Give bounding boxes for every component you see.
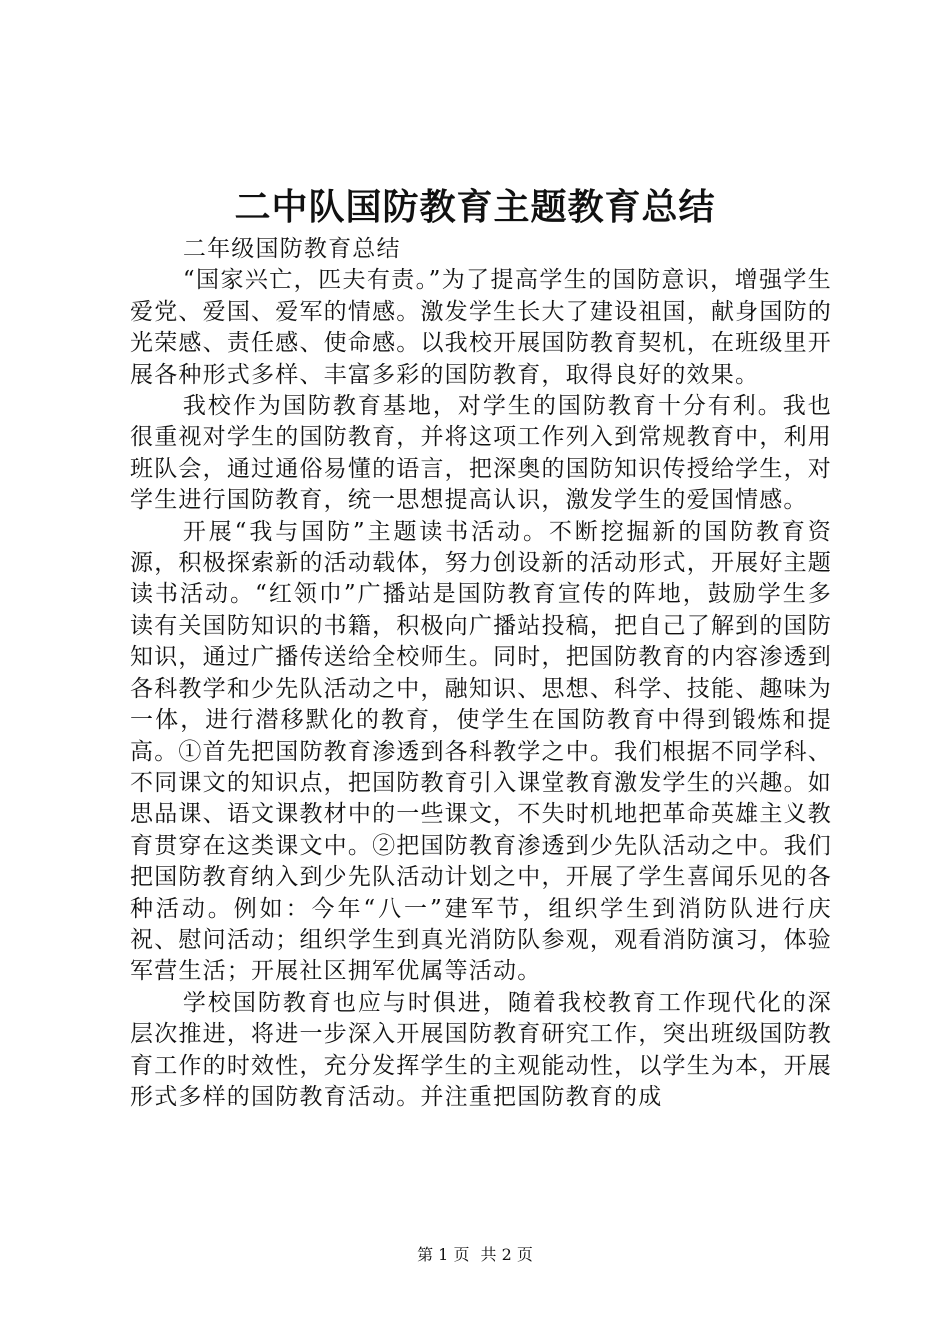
document-body <box>130 234 832 1113</box>
paragraph-school-base: 我校作为国防教育基地，对学生的国防教育十分有利。我也很重视对学生的国防教育，并将这项工作列入到常规教育中，利用班队会，通过通俗易懂的语言，把深奥的国防知识传授给学生，对学生进行国防教育，统一思想提高认识，激发学生的爱国情感。 <box>130 393 832 514</box>
paragraph-reading-activity: 开展“我与国防”主题读书活动。不断挖掘新的国防教育资源，积极探索新的活动载体，努力创设新的活动形式，开展好主题读书活动。“红领巾”广播站是国防教育宣传的阵地，鼓励学生多读有关国防知识的书籍，积极向广播站投稿，把自己了解到的国防知识，通过广播传送给全校师生。同时，把国防教育的内容渗透到各科教学和少先队活动之中，融知识、思想、科学、技能、趣味为一体，进行潜移默化的教育，使学生在国防教育中得到锻炼和提高。①首先把国防教育渗透到各科教学之中。我们根据不同学科、不同课文的知识点，把国防教育引入课堂教育激发学生的兴趣。如思品课、语文课教材中的一些课文，不失时机地把革命英雄主义教育贯穿在这类课文中。②把国防教育渗透到少先队活动之中。我们把国防教育纳入到少先队活动计划之中，开展了学生喜闻乐见的各种活动。例如：今年“八一”建军节，组织学生到消防队进行庆祝、慰问活动；组织学生到真光消防队参观，观看消防演习，体验军营生活；开展社区拥军优属等活动。 <box>130 518 832 985</box>
document-title: 二中队国防教育主题教育总结 <box>234 187 716 228</box>
page-footer <box>0 1244 950 1266</box>
page-number: 第 1 页 <box>417 1245 470 1264</box>
page-total: 共 2 页 <box>480 1245 533 1264</box>
paragraph-subtitle: 二年级国防教育总结 <box>182 236 401 262</box>
paragraph-future: 学校国防教育也应与时俱进，随着我校教育工作现代化的深层次推进，将进一步深入开展国防教育研究工作，突出班级国防教育工作的时效性，充分发挥学生的主观能动性，以学生为本，开展形式多样的国防教育活动。并注重把国防教育的成 <box>130 989 832 1110</box>
paragraph-intro: “国家兴亡，匹夫有责。”为了提高学生的国防意识，增强学生爱党、爱国、爱军的情感。激发学生长大了建设祖国，献身国防的光荣感、责任感、使命感。以我校开展国防教育契机，在班级里开展各种形式多样、丰富多彩的国防教育，取得良好的效果。 <box>130 267 832 388</box>
